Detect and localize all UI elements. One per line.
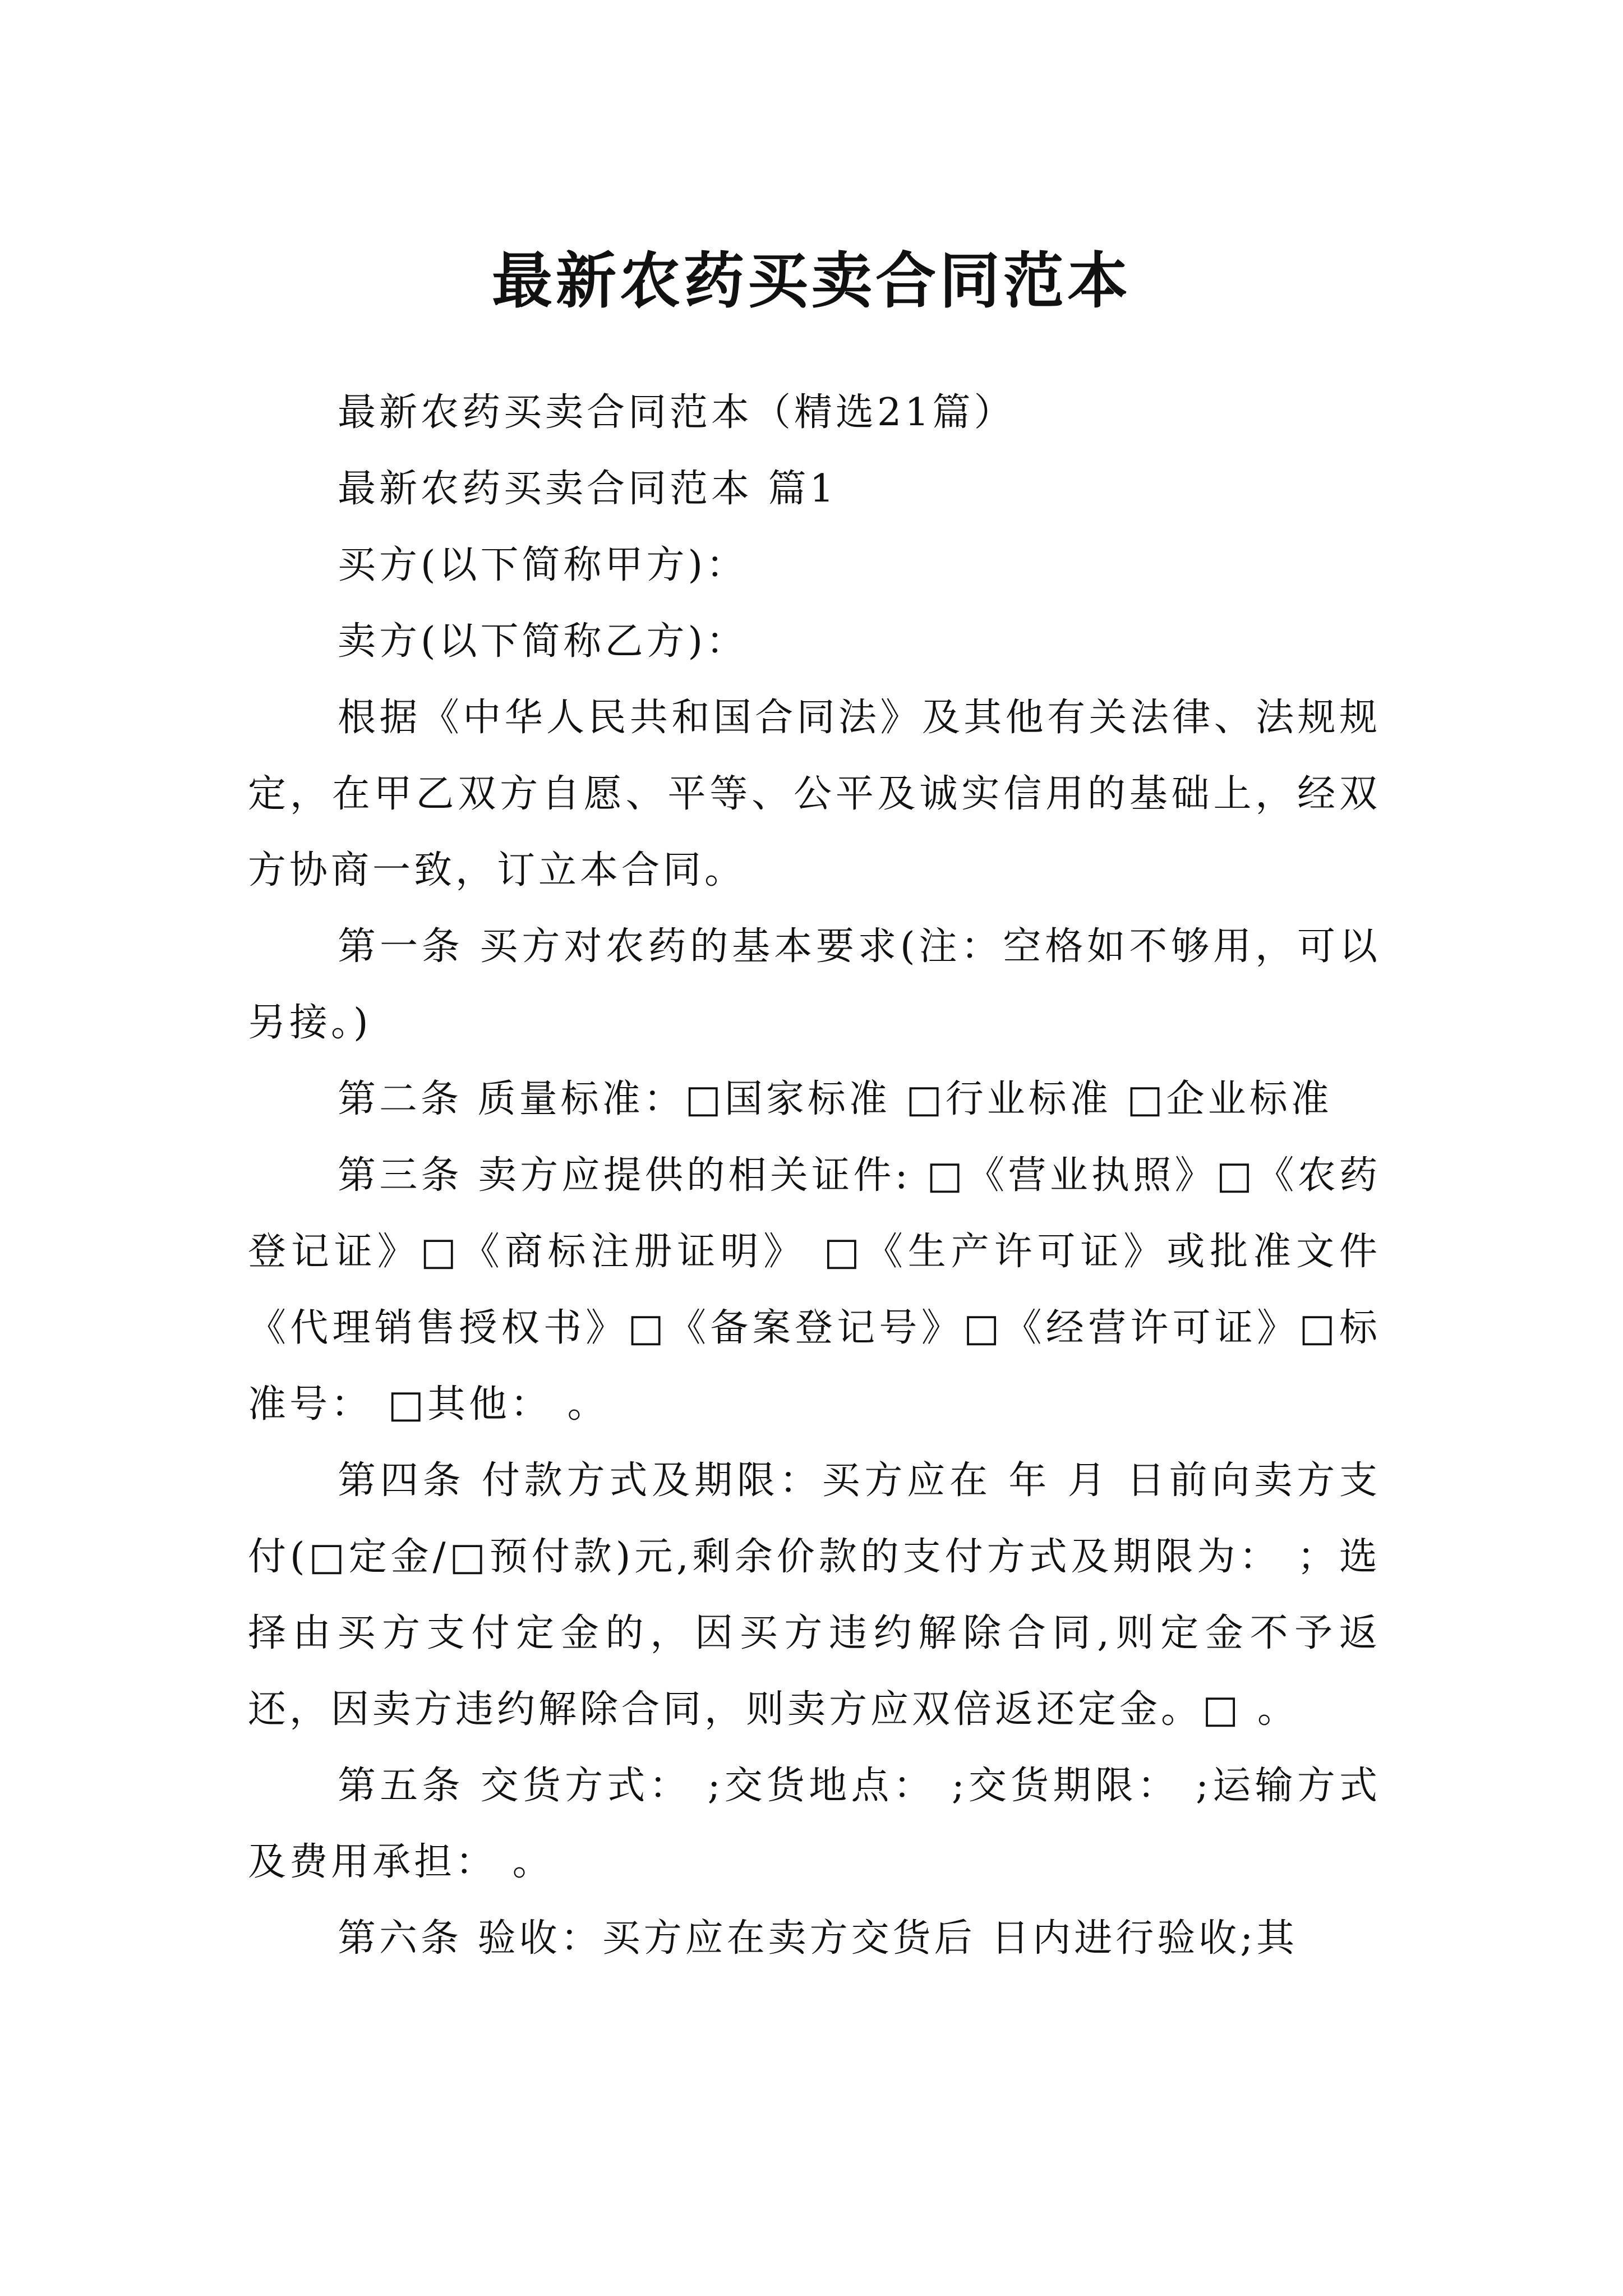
article-3-paragraph: 第三条 卖方应提供的相关证件: □《营业执照》□《农药登记证》□《商标注册证明》 □《生产许可证》或批准文件 《代理销售授权书》□《备案登记号》□《经营许可证》□标准号： □其他： 。 (248, 1153, 1381, 1427)
article-1-paragraph: 第一条 买方对农药的基本要求(注：空格如不够用，可以另接。) (248, 924, 1381, 1045)
article-2-paragraph: 第二条 质量标准：□国家标准 □行业标准 □企业标准 (338, 1077, 1332, 1121)
preamble-paragraph: 根据《中华人民共和国合同法》及其他有关法律、法规规定，在甲乙双方自愿、平等、公平及诚实信用的基础上，经双方协商一致，订立本合同。 (248, 696, 1381, 892)
subtitle-paragraph: 最新农药买卖合同范本（精选21篇） (338, 390, 1016, 435)
document-title: 最新农药买卖合同范本 (491, 246, 1131, 317)
seller-line: 卖方(以下简称乙方)： (338, 619, 748, 664)
section-heading-paragraph: 最新农药买卖合同范本 篇1 (338, 467, 837, 511)
buyer-line: 买方(以下简称甲方)： (338, 543, 748, 587)
article-4-paragraph: 第四条 付款方式及期限：买方应在 年 月 日前向卖方支付(□定金/□预付款)元,剩余价款的支付方式及期限为： ；选择由买方支付定金的，因买方违约解除合同,则定金不予返还，因卖方违约解除合同，则卖方应双倍返还定金。□ 。 (248, 1458, 1381, 1732)
article-5-paragraph: 第五条 交货方式： ;交货地点： ;交货期限： ;运输方式及费用承担： 。 (248, 1764, 1381, 1884)
article-6-paragraph: 第六条 验收：买方应在卖方交货后 日内进行验收;其 (338, 1916, 1298, 1961)
document-body (248, 375, 1381, 1977)
